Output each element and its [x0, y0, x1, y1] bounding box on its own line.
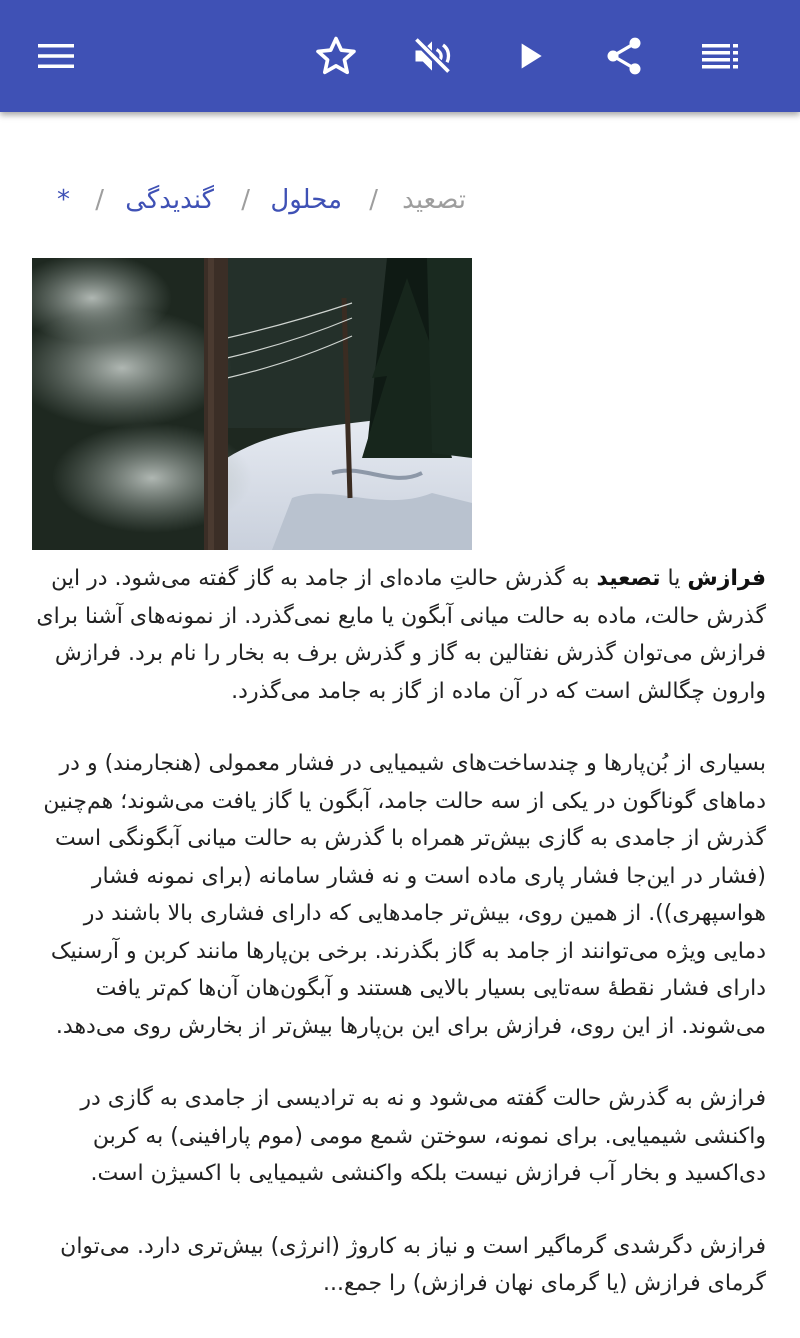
- menu-icon: [36, 40, 76, 72]
- share-button[interactable]: [594, 26, 654, 86]
- menu-button[interactable]: [26, 26, 86, 86]
- article-paragraph: فرازش دگرشدی گرماگیر است و نیاز به کاروژ (انرژی) بیش‌تری دارد. می‌توان گرمای فرازش (یا گرمای نهان فرازش) را جمع...: [60, 1233, 766, 1296]
- article-body: [32, 560, 766, 1338]
- app-bar: [0, 0, 800, 112]
- breadcrumb-more[interactable]: *: [57, 185, 70, 215]
- article-paragraph: بسیاری از بُن‌پارها و چندساخت‌های شیمیایی در فشار معمولی (هنجارمند) و در دماهای گوناگون در یکی از سه حالت جامد، آبگون یا گاز یافت می‌شوند؛ هم‌چنین گذرش از جامدی به گازی بیش‌تر همراه با گذرش به حالت میانی آبگونگی است (فشار در این‌جا فشار پاری ماده است و نه فشار سامانه (برای نمونه فشار هواسپهری)). از همین روی، بیش‌تر جامدهایی که دارای فشاری بالا باشند در دمایی ویژه می‌توانند از جامد به گاز بگذرند. برخی بن‌پارها مانند کربن و آرسنیک دارای فشار نقطهٔ سه‌تایی بسیار بالایی هستند و آبگون‌هان آن‌ها کم‌تر یافت می‌شوند. از این روی، فرازش برای این بن‌پارها بیش‌تر از بخارش روی می‌دهد.: [43, 751, 766, 1039]
- play-button[interactable]: [500, 26, 560, 86]
- breadcrumb-separator: /: [241, 185, 250, 215]
- favorite-button[interactable]: [306, 26, 366, 86]
- share-icon: [602, 34, 646, 78]
- volume-off-icon: [410, 34, 454, 78]
- breadcrumb-separator: /: [95, 185, 104, 215]
- mute-button[interactable]: [402, 26, 462, 86]
- breadcrumb-link-solution[interactable]: محلول: [270, 185, 342, 215]
- list-icon: [700, 41, 740, 71]
- article-paragraph: [32, 560, 766, 710]
- breadcrumb: [0, 180, 800, 220]
- toc-button[interactable]: [690, 26, 750, 86]
- play-icon: [510, 36, 550, 76]
- conjunction-text: یا: [660, 566, 688, 591]
- breadcrumb-link-decay[interactable]: گندیدگی: [125, 185, 214, 215]
- paragraph-text: به گذرش حالتِ ماده‌ای از جامد به گاز گفته می‌شود. در این گذرش حالت، ماده به حالت میانی آبگون یا مایع نمی‌گذرد. از نمونه‌های آشنا برای فرازش می‌توان گذرش نفتالین به گاز و گذرش برف به بخار را نام برد. فرازش وارون چگالش است که در آن ماده از گاز به جامد می‌گذرد.: [36, 566, 766, 704]
- star-outline-icon: [314, 34, 358, 78]
- term-tasid: تصعید: [596, 566, 661, 591]
- article-image[interactable]: [32, 258, 472, 550]
- breadcrumb-separator: /: [369, 185, 378, 215]
- term-faraazesh: فرازش: [687, 566, 766, 591]
- article-paragraph: فرازش به گذرش حالت گفته می‌شود و نه به ترادیسی از جامدی به گازی در واکنشی شیمیایی. برای نمونه، سوختن شمع مومی (موم پارافینی) به کربن دی‌اکسید و بخار آب فرازش نیست بلکه واکنشی شیمیایی با اکسیژن است.: [80, 1086, 766, 1186]
- breadcrumb-current: تصعید: [402, 185, 466, 215]
